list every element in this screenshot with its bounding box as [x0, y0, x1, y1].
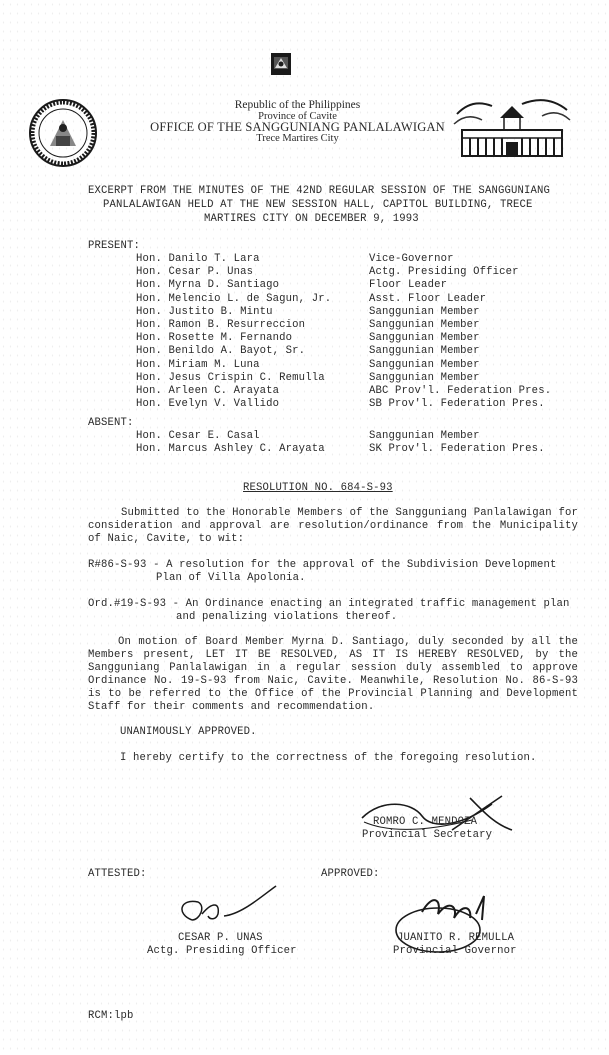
member-position: Floor Leader: [369, 279, 448, 292]
header-office: OFFICE OF THE SANGGUNIANG PANLALAWIGAN: [150, 120, 445, 134]
secretary-title: Provincial Secretary: [362, 829, 493, 841]
member-position: ABC Prov'l. Federation Pres.: [369, 384, 552, 397]
governor-name: JUANITO R. REMULLA: [397, 932, 515, 944]
member-position: Sanggunian Member: [369, 345, 480, 358]
member-position: Asst. Floor Leader: [369, 292, 487, 305]
member-position: SK Prov'l. Federation Pres.: [369, 443, 545, 455]
approved-label: APPROVED:: [321, 868, 380, 880]
member-name: Hon. Benildo A. Bayot, Sr.: [136, 345, 306, 358]
absent-label: ABSENT:: [88, 417, 134, 429]
resolution-title: RESOLUTION NO. 684-S-93: [243, 482, 393, 494]
resolution-item-2-line-1: Ord.#19-S-93 - An Ordinance enacting an integrated traffic management plan: [88, 598, 570, 610]
governor-title: Provincial Governor: [393, 945, 517, 957]
member-name: Hon. Rosette M. Fernando: [136, 332, 293, 345]
member-name: Hon. Ramon B. Resurreccion: [136, 318, 306, 331]
present-label: PRESENT:: [88, 240, 141, 252]
provincial-flag-icon: [271, 53, 291, 75]
member-name: Hon. Miriam M. Luna: [136, 358, 260, 371]
resolution-item-1-line-2: Plan of Villa Apolonia.: [156, 572, 306, 584]
header-city: Trece Martires City: [256, 133, 339, 144]
resolution-body: On motion of Board Member Myrna D. Santiago, duly seconded by all the Members present, LET IT BE RESOLVED, AS IT IS HEREBY RESOLVED, by the Sangguniang Panlalawigan in a regular session duly assembled to approve Ordinance No. 19-S-93 from Naic, Cavite. Meanwhile, Resolution No. 86-S-93 is to be referred to the Office of the Provincial Planning and Development Staff for their comments and recommendation.: [88, 636, 578, 713]
header-province: Province of Cavite: [258, 111, 337, 122]
provincial-seal-icon: [28, 98, 98, 168]
member-position: Sanggunian Member: [369, 305, 480, 318]
member-position: Actg. Presiding Officer: [369, 266, 519, 279]
certification-statement: I hereby certify to the correctness of the foregoing resolution.: [120, 752, 537, 764]
attested-title: Actg. Presiding Officer: [147, 945, 297, 957]
member-name: Hon. Evelyn V. Vallido: [136, 398, 280, 411]
member-position: Sanggunian Member: [369, 371, 480, 384]
member-name: Hon. Jesus Crispin C. Remulla: [136, 371, 325, 384]
footer-initials: RCM:lpb: [88, 1010, 134, 1022]
excerpt-line-2: PANLALAWIGAN HELD AT THE NEW SESSION HALL, CAPITOL BUILDING, TRECE: [103, 199, 533, 211]
excerpt-line-3: MARTIRES CITY ON DECEMBER 9, 1993: [204, 213, 419, 225]
member-position: Sanggunian Member: [369, 430, 480, 442]
member-position: Vice-Governor: [369, 253, 454, 265]
resolution-item-1-line-1: R#86-S-93 - A resolution for the approval of the Subdivision Development: [88, 559, 557, 571]
resolution-intro: Submitted to the Honorable Members of the Sangguniang Panlalawigan for consideration and approval are resolution/ordinance from the Municipality of Naic, Cavite, to wit:: [88, 507, 578, 545]
attested-signature: [172, 884, 282, 934]
header-republic: Republic of the Philippines: [234, 99, 361, 111]
attested-label: ATTESTED:: [88, 868, 147, 880]
member-position: Sanggunian Member: [369, 332, 480, 345]
member-position: Sanggunian Member: [369, 358, 480, 371]
member-name: Hon. Danilo T. Lara: [136, 253, 260, 265]
member-name: Hon. Marcus Ashley C. Arayata: [136, 443, 325, 455]
member-name: Hon. Arleen C. Arayata: [136, 384, 280, 397]
member-name: Hon. Melencio L. de Sagun, Jr.: [136, 292, 332, 305]
member-position: Sanggunian Member: [369, 318, 480, 331]
unanimously-approved: UNANIMOUSLY APPROVED.: [120, 726, 257, 738]
secretary-name: ROMRO C. MENDOZA: [373, 816, 478, 828]
member-name: Hon. Myrna D. Santiago: [136, 279, 280, 292]
excerpt-line-1: EXCERPT FROM THE MINUTES OF THE 42ND REGULAR SESSION OF THE SANGGUNIANG: [88, 185, 551, 197]
member-name: Hon. Cesar E. Casal: [136, 430, 260, 442]
member-name: Hon. Cesar P. Unas: [136, 266, 254, 279]
member-position: SB Prov'l. Federation Pres.: [369, 398, 545, 411]
member-name: Hon. Justito B. Mintu: [136, 305, 273, 318]
resolution-item-2-line-2: and penalizing violations thereof.: [176, 611, 398, 623]
attested-name: CESAR P. UNAS: [178, 932, 263, 944]
